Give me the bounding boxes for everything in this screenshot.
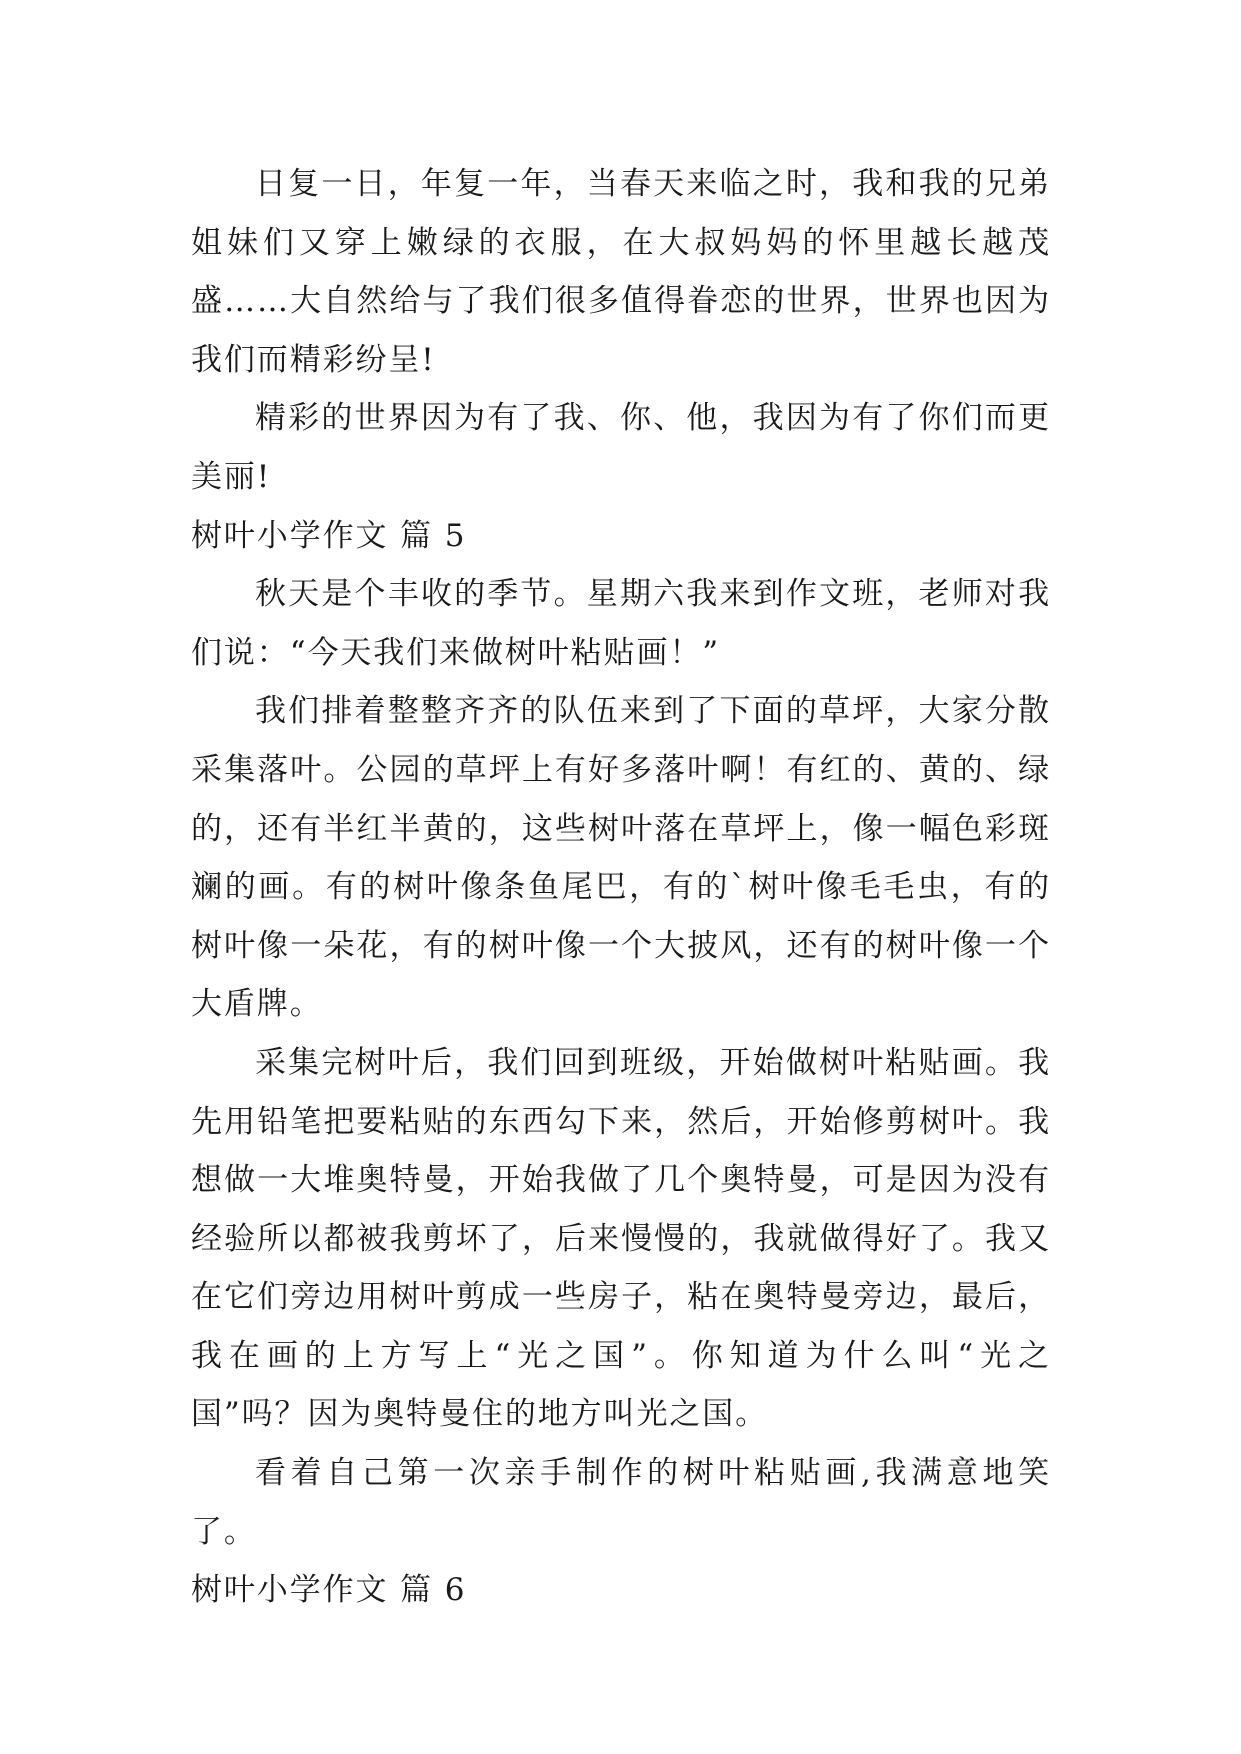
paragraph: 秋天是个丰收的季节。星期六我来到作文班，老师对我们说：“今天我们来做树叶粘贴画！” (191, 576, 1051, 671)
section-heading: 树叶小学作文 篇 6 (191, 1572, 467, 1609)
paragraph: 看着自己第一次亲手制作的树叶粘贴画,我满意地笑了。 (191, 1455, 1051, 1550)
paragraph: 日复一日，年复一年，当春天来临之时，我和我的兄弟姐妹们又穿上嫩绿的衣服，在大叔妈妈的怀里越长越茂盛……大自然给与了我们很多值得眷恋的世界，世界也因为我们而精彩纷呈! (191, 166, 1051, 378)
paragraph: 精彩的世界因为有了我、你、他，我因为有了你们而更美丽! (191, 400, 1051, 495)
paragraph: 采集完树叶后，我们回到班级，开始做树叶粘贴画。我先用铅笔把要粘贴的东西勾下来，然后，开始修剪树叶。我想做一大堆奥特曼，开始我做了几个奥特曼，可是因为没有经验所以都被我剪坏了，后来慢慢的，我就做得好了。我又在它们旁边用树叶剪成一些房子，粘在奥特曼旁边，最后，我在画的上方写上“光之国”。你知道为什么叫“光之国”吗？因为奥特曼住的地方叫光之国。 (191, 1044, 1051, 1433)
section-heading: 树叶小学作文 篇 5 (191, 517, 467, 554)
paragraph: 我们排着整整齐齐的队伍来到了下面的草坪，大家分散采集落叶。公园的草坪上有好多落叶啊！有红的、黄的、绿的，还有半红半黄的，这些树叶落在草坪上，像一幅色彩斑斓的画。有的树叶像条鱼尾巴，有的`树叶像毛毛虫，有的树叶像一朵花，有的树叶像一个大披风，还有的树叶像一个大盾牌。 (191, 693, 1051, 1023)
document-page (191, 155, 1051, 1620)
